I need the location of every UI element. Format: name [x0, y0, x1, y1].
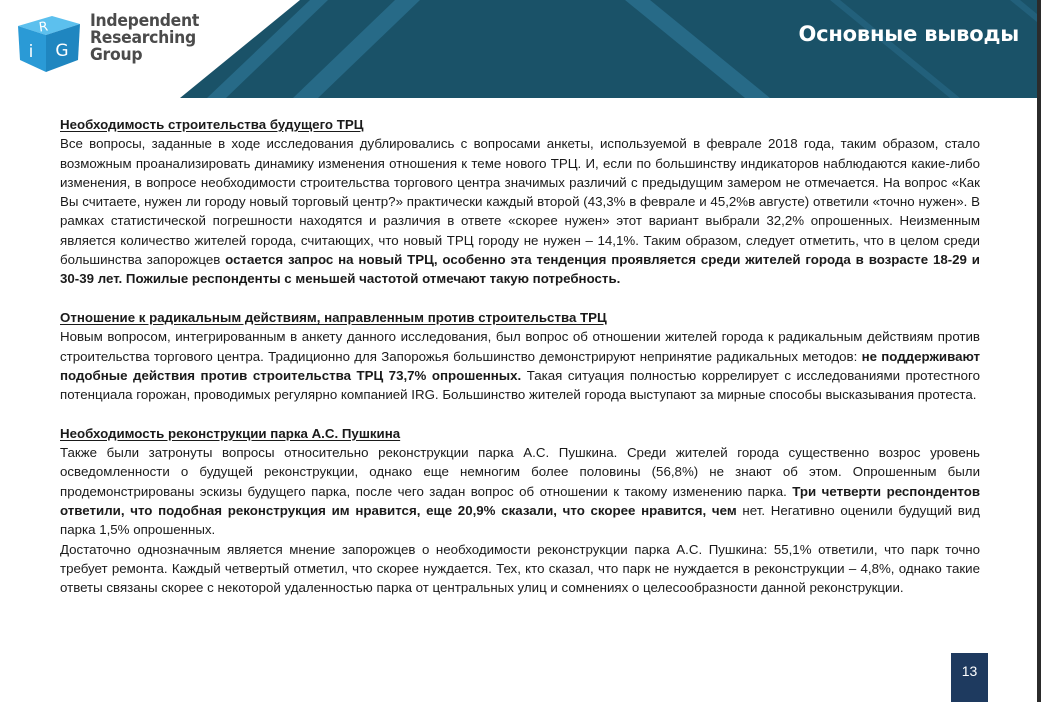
page-number: 13 — [951, 653, 988, 702]
logo-line: Independent — [90, 11, 200, 31]
section-heading: Необходимость реконструкции парка А.С. Пушкина — [60, 425, 401, 441]
svg-text:i: i — [28, 42, 34, 62]
text-run-bold: остается запрос на новый ТРЦ, особенно эта тенденция проявляется среди жителей города в возрасте 18-29 и 30-39 лет. Пожилые респонденты с меньшей частотой отмечают такую потребность. — [60, 252, 980, 287]
svg-text:G: G — [55, 41, 69, 61]
text-run-bold: не поддерживают подобные действия против строительства ТРЦ 73,7% опрошенных. — [60, 348, 980, 383]
content-body — [60, 115, 980, 617]
logo-line: Group — [90, 45, 143, 65]
company-logo — [14, 10, 254, 76]
text-run-bold: Три четверти респондентов ответили, что подобная реконструкция им нравится, еще 20,9% сказали, что скорее нравится, чем — [60, 483, 980, 518]
page-title: Основные выводы — [798, 22, 1019, 46]
section-heading: Необходимость строительства будущего ТРЦ — [60, 117, 364, 132]
paragraph — [60, 540, 980, 598]
paragraph — [60, 327, 980, 404]
section-trc-necessity — [60, 115, 980, 289]
logo-line: Researching — [90, 28, 196, 48]
section-park-reconstruction — [60, 424, 980, 598]
section-heading: Отношение к радикальным действиям, направленным против строительства ТРЦ — [60, 309, 607, 325]
text-run: нет. Негативно оценили будущий вид парка 1,5% опрошенных. — [60, 502, 980, 538]
svg-text:R: R — [37, 19, 50, 36]
text-run: Новым вопросом, интегрированным в анкету данного исследования, был вопрос об отношении жителей города к радикальным действиям против строительства торгового центра. Традиционно для Запорожья большинство демонстрируют непринятие радикальных методов: — [60, 329, 980, 364]
logo-wordmark — [90, 13, 199, 64]
paragraph — [60, 134, 980, 288]
text-run: Все вопросы, заданные в ходе исследования дублировались с вопросами анкеты, используемой в феврале 2018 года, таким образом, стало возможным проанализировать динамику изменения отношения к теме нового ТРЦ. И, если по большинству индикаторов наблюдаются какие-либо изменения, в вопросе необходимости строительства торгового центра значимых различий с предыдущим замером не отмечается. На вопрос «Как Вы считаете, нужен ли городу новый торговый центр?» практически каждый второй (43,3% в феврале и 45,2%в августе) ответили «точно нужен». В рамках статистической погрешности находятся и различия в ответе «скорее нужен» этот вариант выбрали 32,2% опрошенных. Неизменным является количество жителей города, считающих, что новый ТРЦ городу не нужен – 14,1%. Таким образом, следует отметить, что в целом среди большинства запорожцев — [60, 136, 980, 268]
page-right-border — [1037, 0, 1041, 702]
paragraph — [60, 443, 980, 539]
logo-cube-icon — [14, 10, 84, 74]
text-run: Также были затронуты вопросы относительно реконструкции парка А.С. Пушкина. Среди жителей города существенно возрос уровень осведомленности о будущей реконструкции, однако еще немногим более половины (56,8%) не знают об этом. Опрошенным были продемонстрированы эскизы будущего парка, после чего задан вопрос об отношении к такому изменению парка. — [60, 445, 980, 499]
section-radical-actions — [60, 308, 980, 404]
text-run: Такая ситуация полностью коррелирует с исследованиями протестного потенциала горожан, проводимых регулярно компанией IRG. Большинство жителей города выступают за мирные способы высказывания протеста. — [60, 367, 980, 403]
text-run: Достаточно однозначным является мнение запорожцев о необходимости реконструкции парка А.С. Пушкина: 55,1% ответили, что парк точно требует ремонта. Каждый четвертый отметил, что скорее нуждается. Тех, кто сказал, что парк не нуждается в реконструкции – 4,8%, однако такие ответы связаны скорее с некоторой удаленностью парка от центральных улиц и сомнениях о целесообразности данной реконструкции. — [60, 541, 980, 596]
